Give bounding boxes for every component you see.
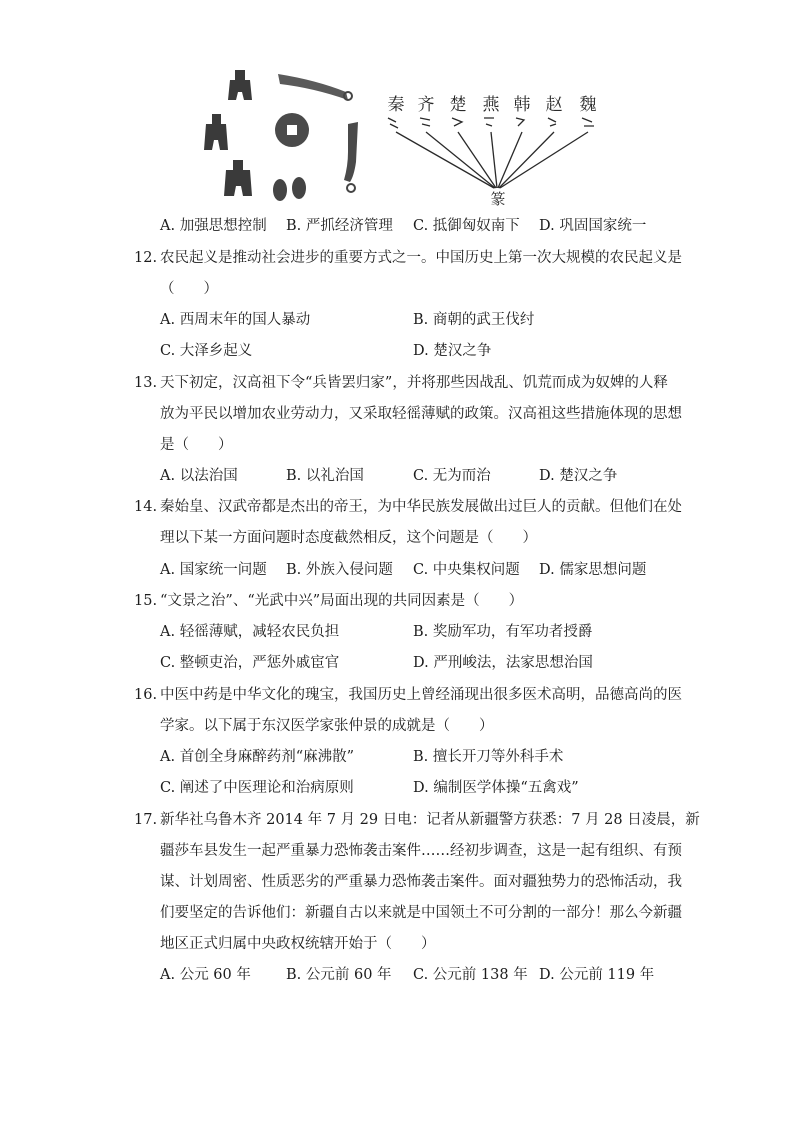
q16-text-line: 中医中药是中华文化的瑰宝，我国历史上曾经涌现出很多医术高明，品德高尚的医 — [160, 687, 682, 703]
q14-option-c: C. 中央集权问题 — [413, 562, 520, 578]
state-han-label: 韩 — [513, 95, 531, 115]
question-figure — [196, 62, 636, 212]
state-wei-label: 魏 — [579, 95, 597, 115]
state-zhao-label: 赵 — [545, 95, 563, 115]
q15-number: 15. — [134, 593, 158, 609]
q17-text-line: 们要坚定的告诉他们：新疆自古以来就是中国领土不可分割的一部分！那么今新疆 — [160, 905, 682, 921]
state-qi-label: 齐 — [417, 95, 435, 115]
q11-option-b: B. 严抓经济管理 — [286, 218, 393, 234]
q14-number: 14. — [134, 499, 158, 515]
ancient-coins-image — [196, 62, 366, 212]
q17-text-line: 谋、计划周密、性质恶劣的严重暴力恐怖袭击案件。面对疆独势力的恐怖活动，我 — [160, 874, 682, 890]
q13-option-b: B. 以礼治国 — [286, 468, 364, 484]
q14-text-line: 理以下某一方面问题时态度截然相反，这个问题是（ ） — [160, 530, 537, 546]
q17-text-line: 地区正式归属中央政权统辖开始于（ ） — [160, 936, 436, 952]
q17-option-b: B. 公元前 60 年 — [286, 967, 392, 983]
knife-coin-icon — [278, 74, 348, 100]
q16-text-line: 学家。以下属于东汉医学家张仲景的成就是（ ） — [160, 718, 494, 734]
state-chu-label: 楚 — [449, 95, 467, 115]
q12-option-b: B. 商朝的武王伐纣 — [413, 312, 535, 328]
q12-option-c: C. 大泽乡起义 — [160, 343, 253, 359]
ant-nose-coin-icon — [292, 177, 306, 199]
q17-text-line: 新华社乌鲁木齐 2014 年 7 月 29 日电：记者从新疆警方获悉：7 月 28 日凌晨，新 — [160, 812, 700, 828]
q16-number: 16. — [134, 687, 158, 703]
round-coin-icon — [275, 113, 309, 147]
q11-option-a: A. 加强思想控制 — [160, 218, 267, 234]
q17-number: 17. — [134, 812, 158, 828]
q14-text-line: 秦始皇、汉武帝都是杰出的帝王，为中华民族发展做出过巨人的贡献。但他们在处 — [160, 499, 682, 515]
q16-option-b: B. 擅长开刀等外科手术 — [413, 749, 564, 765]
q17-option-d: D. 公元前 119 年 — [539, 967, 655, 983]
q13-text-line: 是（ ） — [160, 437, 233, 453]
q12-text-line: （ ） — [160, 281, 218, 297]
q13-number: 13. — [134, 375, 158, 391]
q11-option-d: D. 巩固国家统一 — [539, 218, 647, 234]
q15-option-b: B. 奖励军功，有军功者授爵 — [413, 624, 593, 640]
q13-option-c: C. 无为而治 — [413, 468, 491, 484]
q13-option-a: A. 以法治国 — [160, 468, 238, 484]
q17-text-line: 疆莎车县发生一起严重暴力恐怖袭击案件……经初步调查，这是一起有组织、有预 — [160, 843, 682, 859]
q13-option-d: D. 楚汉之争 — [539, 468, 618, 484]
state-yan-label: 燕 — [482, 95, 500, 115]
q17-option-c: C. 公元前 138 年 — [413, 967, 528, 983]
q15-text-line: “文景之治”、“光武中兴”局面出现的共同因素是（ ） — [160, 593, 524, 609]
unified-script-label: 篆 — [490, 190, 506, 208]
q12-text-line: 农民起义是推动社会进步的重要方式之一。中国历史上第一次大规模的农民起义是 — [160, 250, 682, 266]
q14-option-a: A. 国家统一问题 — [160, 562, 267, 578]
q15-option-c: C. 整顿吏治，严惩外戚宦官 — [160, 655, 340, 671]
spade-coin-icon — [228, 70, 252, 100]
q16-option-a: A. 首创全身麻醉药剂“麻沸散” — [160, 749, 355, 765]
q14-option-d: D. 儒家思想问题 — [539, 562, 647, 578]
q13-text-line: 天下初定，汉高祖下令“兵皆罢归家”，并将那些因战乱、饥荒而成为奴婢的人释 — [160, 375, 668, 391]
q16-option-d: D. 编制医学体操“五禽戏” — [413, 780, 579, 796]
q16-option-c: C. 阐述了中医理论和治病原则 — [160, 780, 354, 796]
knife-coin-icon — [344, 122, 358, 182]
q17-option-a: A. 公元 60 年 — [160, 967, 251, 983]
state-qin-label: 秦 — [387, 95, 405, 115]
q14-option-b: B. 外族入侵问题 — [286, 562, 393, 578]
q12-option-d: D. 楚汉之争 — [413, 343, 492, 359]
q15-option-a: A. 轻徭薄赋，减轻农民负担 — [160, 624, 340, 640]
q15-option-d: D. 严刑峻法，法家思想治国 — [413, 655, 593, 671]
q12-number: 12. — [134, 250, 158, 266]
q13-text-line: 放为平民以增加农业劳动力，又采取轻徭薄赋的政策。汉高祖这些措施体现的思想 — [160, 406, 682, 422]
q11-option-c: C. 抵御匈奴南下 — [413, 218, 520, 234]
spade-coin-icon — [224, 160, 252, 196]
ant-nose-coin-icon — [273, 179, 287, 201]
q12-option-a: A. 西周末年的国人暴动 — [160, 312, 311, 328]
script-unification-diagram — [382, 80, 622, 212]
spade-coin-icon — [204, 114, 228, 150]
